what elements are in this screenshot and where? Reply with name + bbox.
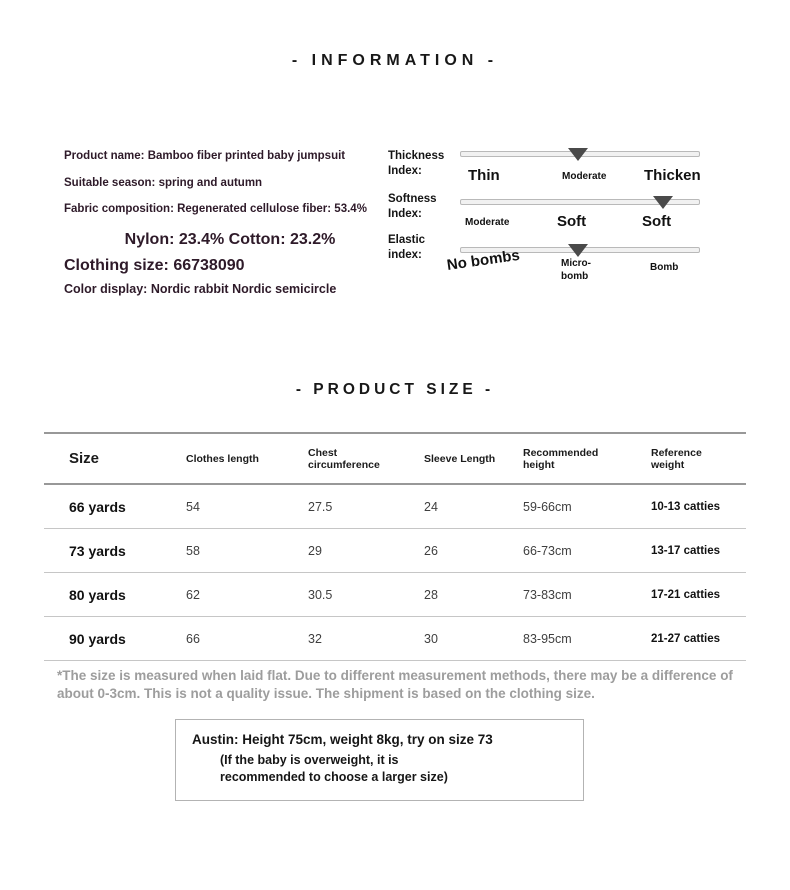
size-table-row-90: 90 yards 66 32 30 83-95cm 21-27 catties bbox=[44, 617, 746, 661]
clothing-size-line: Clothing size: 66738090 bbox=[64, 256, 245, 274]
header-recommended-height: Recommended height bbox=[523, 433, 651, 484]
try-on-model-line: Austin: Height 75cm, weight 8kg, try on size 73 bbox=[192, 732, 493, 747]
size-table-row-66: 66 yards 54 27.5 24 59-66cm 10-13 catties bbox=[44, 484, 746, 529]
size-table bbox=[44, 432, 746, 661]
try-on-note: (If the baby is overweight, it is recommended to choose a larger size) bbox=[220, 753, 448, 784]
size-table-header-row bbox=[44, 433, 746, 484]
elastic-option-bomb: Bomb bbox=[650, 262, 679, 273]
header-size: Size bbox=[44, 433, 186, 484]
elastic-option-micro-bomb: Micro-bomb bbox=[561, 258, 591, 282]
header-sleeve-length: Sleeve Length bbox=[424, 433, 523, 484]
softness-option-moderate: Moderate bbox=[465, 217, 510, 228]
softness-slider-marker-icon bbox=[653, 196, 673, 209]
header-reference-weight: Reference weight bbox=[651, 433, 746, 484]
product-name-line: Product name: Bamboo fiber printed baby jumpsuit bbox=[64, 150, 346, 162]
header-chest-circumference: Chest circumference bbox=[308, 433, 424, 484]
product-info-block bbox=[64, 150, 396, 297]
color-display-line: Color display: Nordic rabbit Nordic semicircle bbox=[64, 281, 337, 296]
size-table-row-73: 73 yards 58 29 26 66-73cm 13-17 catties bbox=[44, 529, 746, 573]
elastic-index-label: Elastic index: bbox=[388, 234, 426, 261]
measurement-disclaimer: *The size is measured when laid flat. Due to different measurement methods, there may be a difference of about 0-3cm. This is not a quality issue. The shipment is based on the clothing size. bbox=[57, 668, 733, 701]
size-table-row-80: 80 yards 62 30.5 28 73-83cm 17-21 catties bbox=[44, 573, 746, 617]
thickness-option-thin: Thin bbox=[468, 167, 500, 184]
elastic-option-no-bombs: No bombs bbox=[445, 246, 521, 274]
thickness-option-thicken: Thicken bbox=[644, 167, 701, 184]
thickness-option-moderate: Moderate bbox=[562, 171, 607, 182]
thickness-index-label: Thickness Index: bbox=[388, 150, 445, 177]
try-on-recommendation-box bbox=[175, 719, 584, 801]
thickness-slider-track bbox=[460, 151, 700, 157]
index-sliders-block bbox=[388, 145, 708, 295]
softness-option-soft-mid: Soft bbox=[557, 213, 587, 230]
header-clothes-length: Clothes length bbox=[186, 433, 308, 484]
softness-option-soft-right: Soft bbox=[642, 213, 672, 230]
composition-detail-line: Nylon: 23.4% Cotton: 23.2% bbox=[124, 230, 336, 248]
elastic-slider-marker-icon bbox=[568, 244, 588, 257]
softness-slider-track bbox=[460, 199, 700, 205]
information-section-title: - INFORMATION - bbox=[291, 52, 499, 69]
thickness-slider-marker-icon bbox=[568, 148, 588, 161]
suitable-season-line: Suitable season: spring and autumn bbox=[64, 176, 263, 189]
product-size-section-title: - PRODUCT SIZE - bbox=[295, 381, 495, 398]
softness-index-label: Softness Index: bbox=[388, 193, 437, 220]
fabric-composition-line: Fabric composition: Regenerated cellulose fiber: 53.4% bbox=[64, 203, 367, 215]
